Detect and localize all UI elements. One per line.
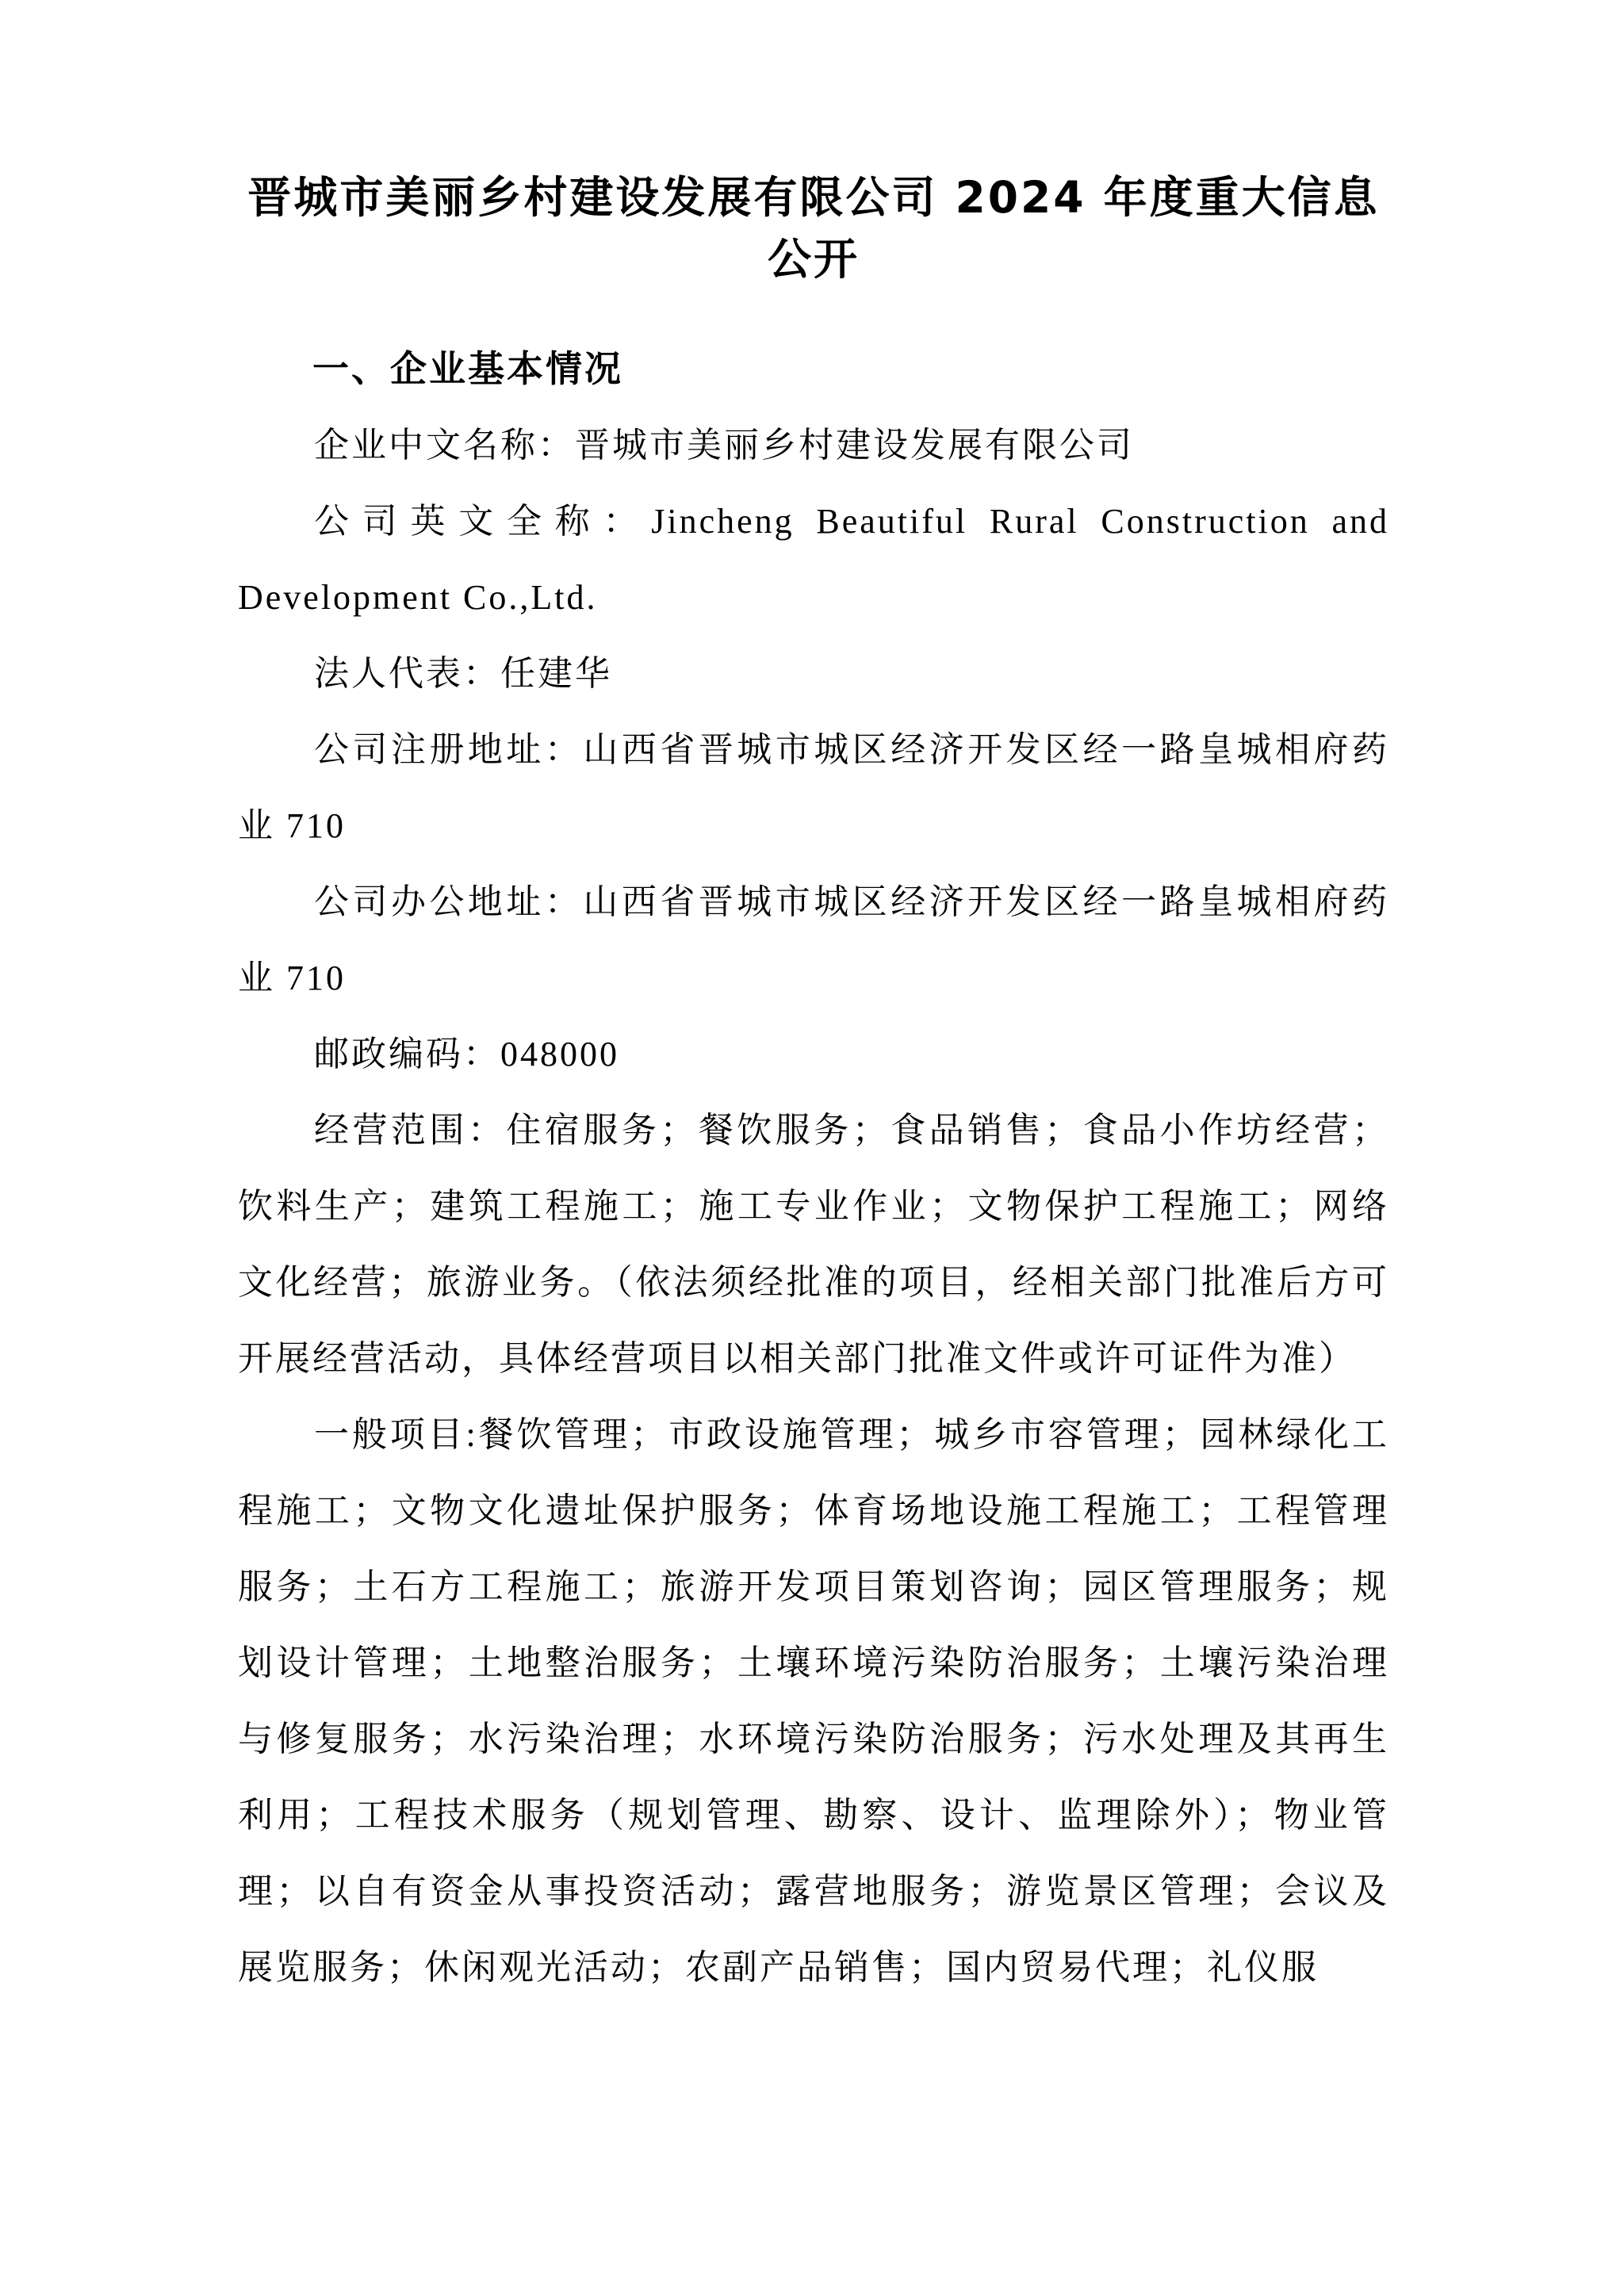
paragraph-office-address: 公司办公地址：山西省晋城市城区经济开发区经一路皇城相府药业 710: [238, 882, 1389, 997]
paragraph-postal-code: 邮政编码：048000: [314, 1035, 619, 1073]
document-title-line-1: 晋城市美丽乡村建设发展有限公司 2024 年度重大信息: [247, 172, 1380, 223]
paragraph-company-chinese-name: 企业中文名称：晋城市美丽乡村建设发展有限公司: [314, 426, 1134, 465]
section-heading-basic-info: 一、企业基本情况: [312, 349, 623, 389]
paragraph-registered-address: 公司注册地址：山西省晋城市城区经济开发区经一路皇城相府药业 710: [238, 730, 1389, 845]
document-title: [238, 166, 1389, 290]
paragraph-company-english-name: 公司英文全称：Jincheng Beautiful Rural Construction and Development Co.,Ltd.: [238, 502, 1389, 617]
paragraph-general-projects: 一般项目:餐饮管理；市政设施管理；城乡市容管理；园林绿化工程施工；文物文化遗址保护服务；体育场地设施工程施工；工程管理服务；土石方工程施工；旅游开发项目策划咨询；园区管理服务；规划设计管理；土地整治服务；土壤环境污染防治服务；土壤污染治理与修复服务；水污染治理；水环境污染防治服务；污水处理及其再生利用；工程技术服务（规划管理、勘察、设计、监理除外）；物业管理；以自有资金从事投资活动；露营地服务；游览景区管理；会议及展览服务；休闲观光活动；农副产品销售；国内贸易代理；礼仪服: [238, 1415, 1389, 1987]
document-title-line-2: 公开: [767, 234, 860, 285]
paragraph-legal-representative: 法人代表：任建华: [314, 654, 612, 693]
document-content: [238, 166, 1389, 2006]
document-body: [238, 408, 1389, 2006]
paragraph-business-scope: 经营范围：住宿服务；餐饮服务；食品销售；食品小作坊经营；饮料生产；建筑工程施工；施工专业作业；文物保护工程施工；网络文化经营；旅游业务。（依法须经批准的项目，经相关部门批准后方可开展经营活动，具体经营项目以相关部门批准文件或许可证件为准）: [238, 1111, 1389, 1378]
